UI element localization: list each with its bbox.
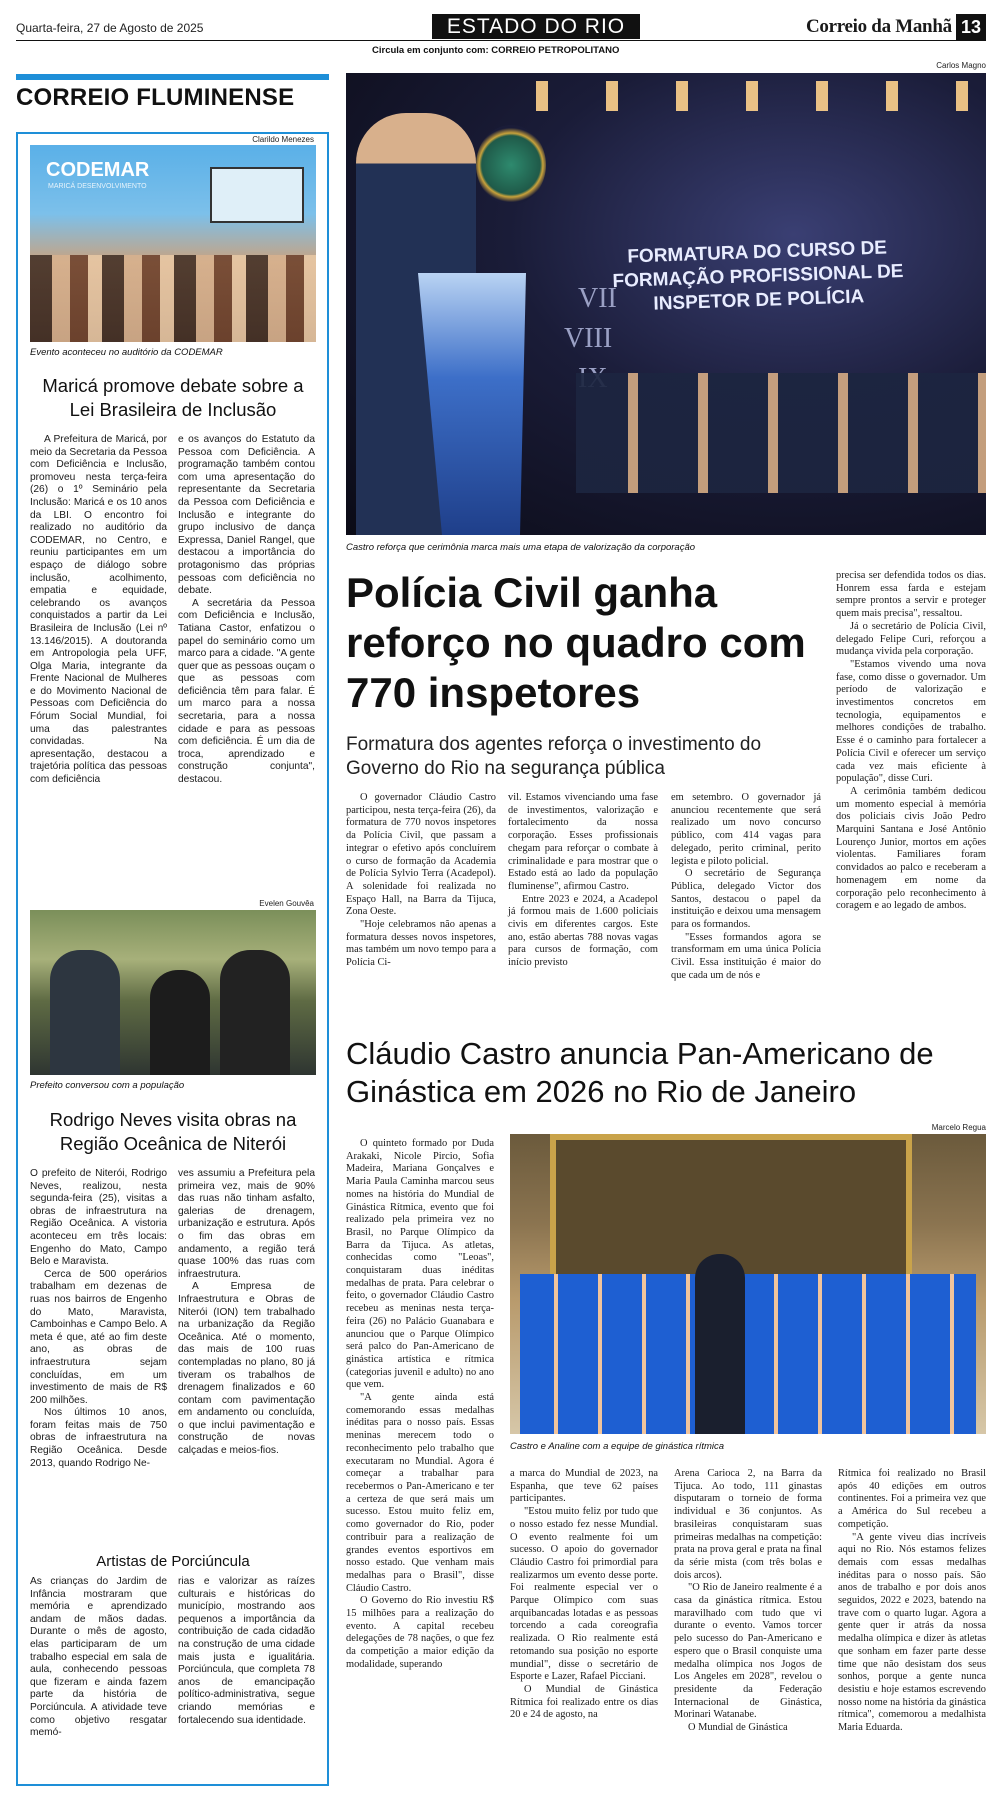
story-headline: Artistas de Porciúncula: [96, 1553, 250, 1570]
codemar-logo-sub: MARICÁ DESENVOLVIMENTO: [48, 183, 147, 190]
codemar-logo-text: CODEMAR: [46, 159, 150, 181]
person-silhouette: [150, 970, 210, 1075]
story-column: precisa ser defendida todos os dias. Honrem essa farda e estejam sempre prontos a servir e proteger quem mais precisa", ressaltou. Já o secretário de Polícia Civil, delegado Felipe Curi, reforçou a mudança vivida pela corporação. "Estamos vivendo uma nova fase, como disse o governador. Um período de valorização e investimentos concretos em tecnologia, equipamentos e melhores condições de trabalho. Esse é o caminho para fortalecer a Polícia Civil e oferecer um serviço cada vez mais eficiente à população", disse Curi. A cerimônia também dedicou um momento especial à memória dos policiais civis João Pedro Marquini Santana e José Antônio Lourenço Junior, mortos em ações violentas. Familiares foram convidados ao palco e receberam a homenagem em nome da corporação pelo reconhecimento à coragem e ao legado de ambos.: [836, 570, 986, 912]
story-column: e os avanços do Estatuto da Pessoa com Deficiência. A programação também contou com uma apresentação do representante da Secretaria da Pessoa com Deficiência e Inclusão e integrante do grupo inclusivo de dança Expressa, Daniel Rangel, que destacou a importância do protagonismo das próprias pessoas com deficiência no debate. A secretária da Pessoa com Deficiência e Inclusão, Tatiana Castor, enfatizou o papel do seminário como um marco para a cidade. "A gente quer que as pessoas ouçam o que as pessoas com deficiência têm para falar. É um marco para a nossa secretaria, para a nossa cidade e para as pessoas com deficiência. É um dia de troca, aprendizado e construção conjunta", destacou.: [178, 434, 315, 786]
niteroi-photo: [30, 910, 316, 1075]
circulation-note: Circula em conjunto com: CORREIO PETROPOLITANO: [372, 45, 620, 56]
story-column: rias e valorizar as raízes culturais e históricas do município, mostrando aos pequenos a importância da contribuição de cada cidadão na construção de uma cidade mais justa e igualitária. Porciúncula, que completa 78 anos de emancipação político-administrativa, segue criando memórias e fortalecendo sua identidade.: [178, 1576, 315, 1726]
photo-credit: Clarildo Menezes: [252, 135, 314, 144]
story-column: A Prefeitura de Maricá, por meio da Secretaria da Pessoa com Deficiência e Inclusão, promoveu nesta terça-feira (26) o 1º Seminário pela Inclusão: Maricá e os 10 anos da LBI. O encontro foi realizado no auditório da CODEMAR, no Centro, e reuniu participantes em um espaço de diálogo sobre inclusão, acolhimento, empatia e equidade, celebrando os avanços conquistados a partir da Lei Brasileira de Inclusão (Lei nº 13.146/2015). A doutoranda em Antropologia pela UFF, Olga Maria, integrante da Frente Nacional de Mulheres e do Movimento Nacional de Pessoas com Deficiência do Fórum Social Mundial, foi uma das palestrantes convidadas. Na apresentação, destacou a trajetória política das pessoas com deficiência: [30, 434, 167, 786]
story-column: O quinteto formado por Duda Arakaki, Nicole Pircio, Sofia Madeira, Mariana Gonçalves e Maria Paula Caminha marcou seus nomes na história do Mundial de Ginástica Rítmica, evento que foi realizado pela primeira vez no Brasil, no Parque Olímpico da Barra da Tijuca. As atletas, conhecidas como "Leoas", conquistaram duas inéditas medalhas de prata. Para celebrar o feito, o governador Cláudio Castro recebeu as meninas nesta terça-feira (26) no Palácio Guanabara e anunciou que o Parque Olímpico será palco do Pan-Americano de ginástica artística e rítmica (categorias juvenil e adulto) no ano que vem. "A gente ainda está comemorando essas medalhas inéditas para o nosso país. Essas meninas merecem todo o reconhecimento pelo trabalho que executaram no Mundial. Agora é começar a trabalhar para recebermos o Pan-Americano e ter a certeza de que será mais um sucesso. Estou muito feliz em, como governador do Rio, poder contribuir para a realização de grandes eventos esportivos em nosso estado. Que venham mais medalhas para o Brasil", disse Cláudio Castro. O Governo do Rio investiu R$ 15 milhões para a realização do evento. A capital recebeu delegações de 78 nações, o que fez da competição a maior edição da modalidade, superando: [346, 1138, 494, 1670]
photo-credit: Carlos Magno: [936, 61, 986, 70]
projection-screen: [210, 167, 304, 223]
ceremony-photo: [346, 73, 986, 535]
main-subhead: Formatura dos agentes reforça o investimento do Governo do Rio na segurança pública: [346, 734, 762, 779]
photo-caption: Evento aconteceu no auditório da CODEMAR: [30, 347, 223, 358]
photo-credit: Marcelo Regua: [931, 1123, 986, 1132]
story-headline: Rodrigo Neves visita obras na Região Oceânica de Niterói: [49, 1109, 297, 1154]
governor-silhouette: [695, 1254, 745, 1434]
story-column: O governador Cláudio Castro participou, nesta terça-feira (26), da formatura de 770 novos inspetores da Polícia Civil, que passam a integrar o efetivo após concluírem o curso de formação da Academia de Polícia Sylvio Terra (Acadepol). A solenidade foi realizada no Espaço Hall, na Barra da Tijuca, Zona Oeste. "Hoje celebramos não apenas a formatura desses novos inspetores, mas também um novo tempo para a Polícia Ci-: [346, 792, 496, 969]
sidebar-top-bar: [16, 74, 329, 80]
team-silhouettes: [520, 1274, 976, 1434]
person-silhouette: [50, 950, 120, 1075]
roman-numeral: VIII: [564, 323, 613, 354]
screen-banner-text: FORMATURA DO CURSO DE FORMAÇÃO PROFISSIONAL DE INSPETOR DE POLÍCIA: [612, 237, 904, 315]
audience-silhouettes: [30, 255, 316, 342]
stage-lights: [496, 81, 986, 111]
page-number: [956, 14, 986, 40]
story-column: em setembro. O governador já anunciou recentemente que será realizado um novo concurso público, com 414 vagas para delegado, perito criminal, perito legista e piloto policial. O secretário de Segurança Pública, delegado Victor dos Santos, destacou o papel da instituição e deixou uma mensagem para os formandos. "Esses formandos agora se transformam em uma única Polícia Civil. Essa instituição é maior do que cada um de nós e: [671, 792, 821, 981]
codemar-photo: [30, 145, 316, 342]
seated-officials: [576, 373, 986, 493]
story-headline: Maricá promove debate sobre a Lei Brasileira de Inclusão: [42, 375, 304, 420]
gymnastics-photo: [510, 1134, 986, 1434]
story-column: Arena Carioca 2, na Barra da Tijuca. Ao todo, 111 ginastas disputaram o torneio de forma individual e 36 conjuntos. As brasileiras conquistaram suas primeiras medalhas na competição: prata na prova geral e prata na final da série mista (com três bolas e dois arcos). "O Rio de Janeiro realmente é a casa da ginástica rítmica. Estou maravilhado com tudo que vi durante o evento. Vamos torcer pelo sucesso do Pan-Americano e espero que o Brasil conquiste uma medalha olímpica nos Jogos de Los Angeles em 2028", revelou o presidente da Federação Internacional de Ginástica, Morinari Watanabe. O Mundial de Ginástica: [674, 1468, 822, 1734]
section-title: ESTADO DO RIO: [446, 15, 626, 38]
main-headline: Polícia Civil ganha reforço no quadro com 770 inspetores: [346, 569, 806, 716]
story-column: O prefeito de Niterói, Rodrigo Neves, realizou, nesta segunda-feira (25), visitas a obras de infraestrutura na Região Oceânica. A vistoria aconteceu em três locais: Engenho do Mato, Campo Belo e Maravista. Cerca de 500 operários trabalham em dezenas de ruas nos bairros de Engenho do Mato, Maravista, Camboinhas e Campo Belo. A meta é que, até ao fim deste ano, as obras de infraestrutura sejam concluídas, em um investimento de mais de R$ 200 milhões. Nos últimos 10 anos, foram feitas mais de 750 obras de infraestrutura na Região Oceânica. Desde 2013, quando Rodrigo Ne-: [30, 1168, 167, 1469]
second-headline: Cláudio Castro anuncia Pan-Americano de Ginástica em 2026 no Rio de Janeiro: [346, 1036, 934, 1109]
story-column: ves assumiu a Prefeitura pela primeira vez, mais de 90% das ruas não tinham asfalto, galerias de drenagem, urbanização e estrutura. Após o fim das obras em andamento, a região terá quase 100% das ruas com infraestrutura. A Empresa de Infraestrutura e Obras de Niterói (ION) tem trabalhado na urbanização da Região Oceânica. Até o momento, das mais de 100 ruas contempladas no plano, 80 já tiveram os trabalhos de drenagem finalizados e 60 contam com pavimentação em andamento ou concluída, o que inclui pavimentação e construção de novas calçadas e meios-fios.: [178, 1168, 315, 1457]
photo-caption: Prefeito conversou com a população: [30, 1080, 185, 1091]
story-column: vil. Estamos vivenciando uma fase de investimentos, valorização e fortalecimento da nossa corporação. Esses profissionais chegam para reforçar o combate à criminalidade e para mostrar que o Estado está ao lado da população fluminense", afirmou Castro. Entre 2023 e 2024, a Acadepol já formou mais de 1.600 policiais civis em diferentes cargos. Este ano, estão abertas 788 novas vagas para cursos de formação, com início previsto: [508, 792, 658, 969]
brand-logo: Correio da Manhã: [806, 16, 952, 37]
police-emblem: [476, 125, 546, 205]
person-silhouette: [220, 950, 290, 1075]
sidebar-title: CORREIO FLUMINENSE: [16, 84, 295, 111]
story-column: Rítmica foi realizado no Brasil após 40 edições em outros continentes. Foi a primeira vez que a América do Sul recebeu a competição. "A gente viveu dias incríveis aqui no Rio. Nós estamos felizes demais com essas medalhas inéditas para o nosso país. São anos de trabalho e por dois anos seguidos, 2022 e 2023, batendo na trave com o quarto lugar. Agora a gente quer ir atrás da nossa medalha olímpica e dizer às atletas que sonham em fazer parte desse time que não desistam dos seus sonhos, porque a gente nunca desistiu e hoje estamos escrevendo nosso nome na história da ginástica rítmica", comemorou a medalhista Maria Eduarda.: [838, 1468, 986, 1734]
header-rule: [16, 40, 986, 41]
roman-numeral: VII: [578, 283, 617, 314]
photo-caption: Castro reforça que cerimônia marca mais uma etapa de valorização da corporação: [346, 542, 696, 553]
story-column: As crianças do Jardim de Infância mostraram que memória e aprendizado andam de mãos dadas. Durante o mês de agosto, elas participaram de um trabalho especial em sala de aula, conhecendo pessoas que fizeram e ainda fazem parte da história de Porciúncula. A atividade teve como objetivo resgatar memó-: [30, 1576, 167, 1739]
story-column: a marca do Mundial de 2023, na Espanha, que teve 62 países participantes. "Estou muito feliz por tudo que o nosso estado fez nesse Mundial. O evento realmente foi um sucesso. O apoio do governador Cláudio Castro foi primordial para realizarmos um evento desse porte. Foi realmente especial ver o Parque Olímpico com suas arquibancadas lotadas e as pessoas torcendo a cada coreografia realizada. O Rio realmente está retomando sua posição no esporte mundial", disse o secretário de Esporte e Lazer, Rafael Picciani. O Mundial de Ginástica Rítmica foi realizado entre os dias 20 e 24 de agosto, na: [510, 1468, 658, 1721]
page-number-text: 13: [960, 17, 982, 37]
header-date: Quarta-feira, 27 de Agosto de 2025: [16, 21, 204, 35]
photo-caption: Castro e Analine com a equipe de ginástica rítmica: [510, 1441, 725, 1452]
section-banner: [432, 14, 640, 39]
photo-credit: Evelen Gouvêa: [259, 899, 314, 908]
